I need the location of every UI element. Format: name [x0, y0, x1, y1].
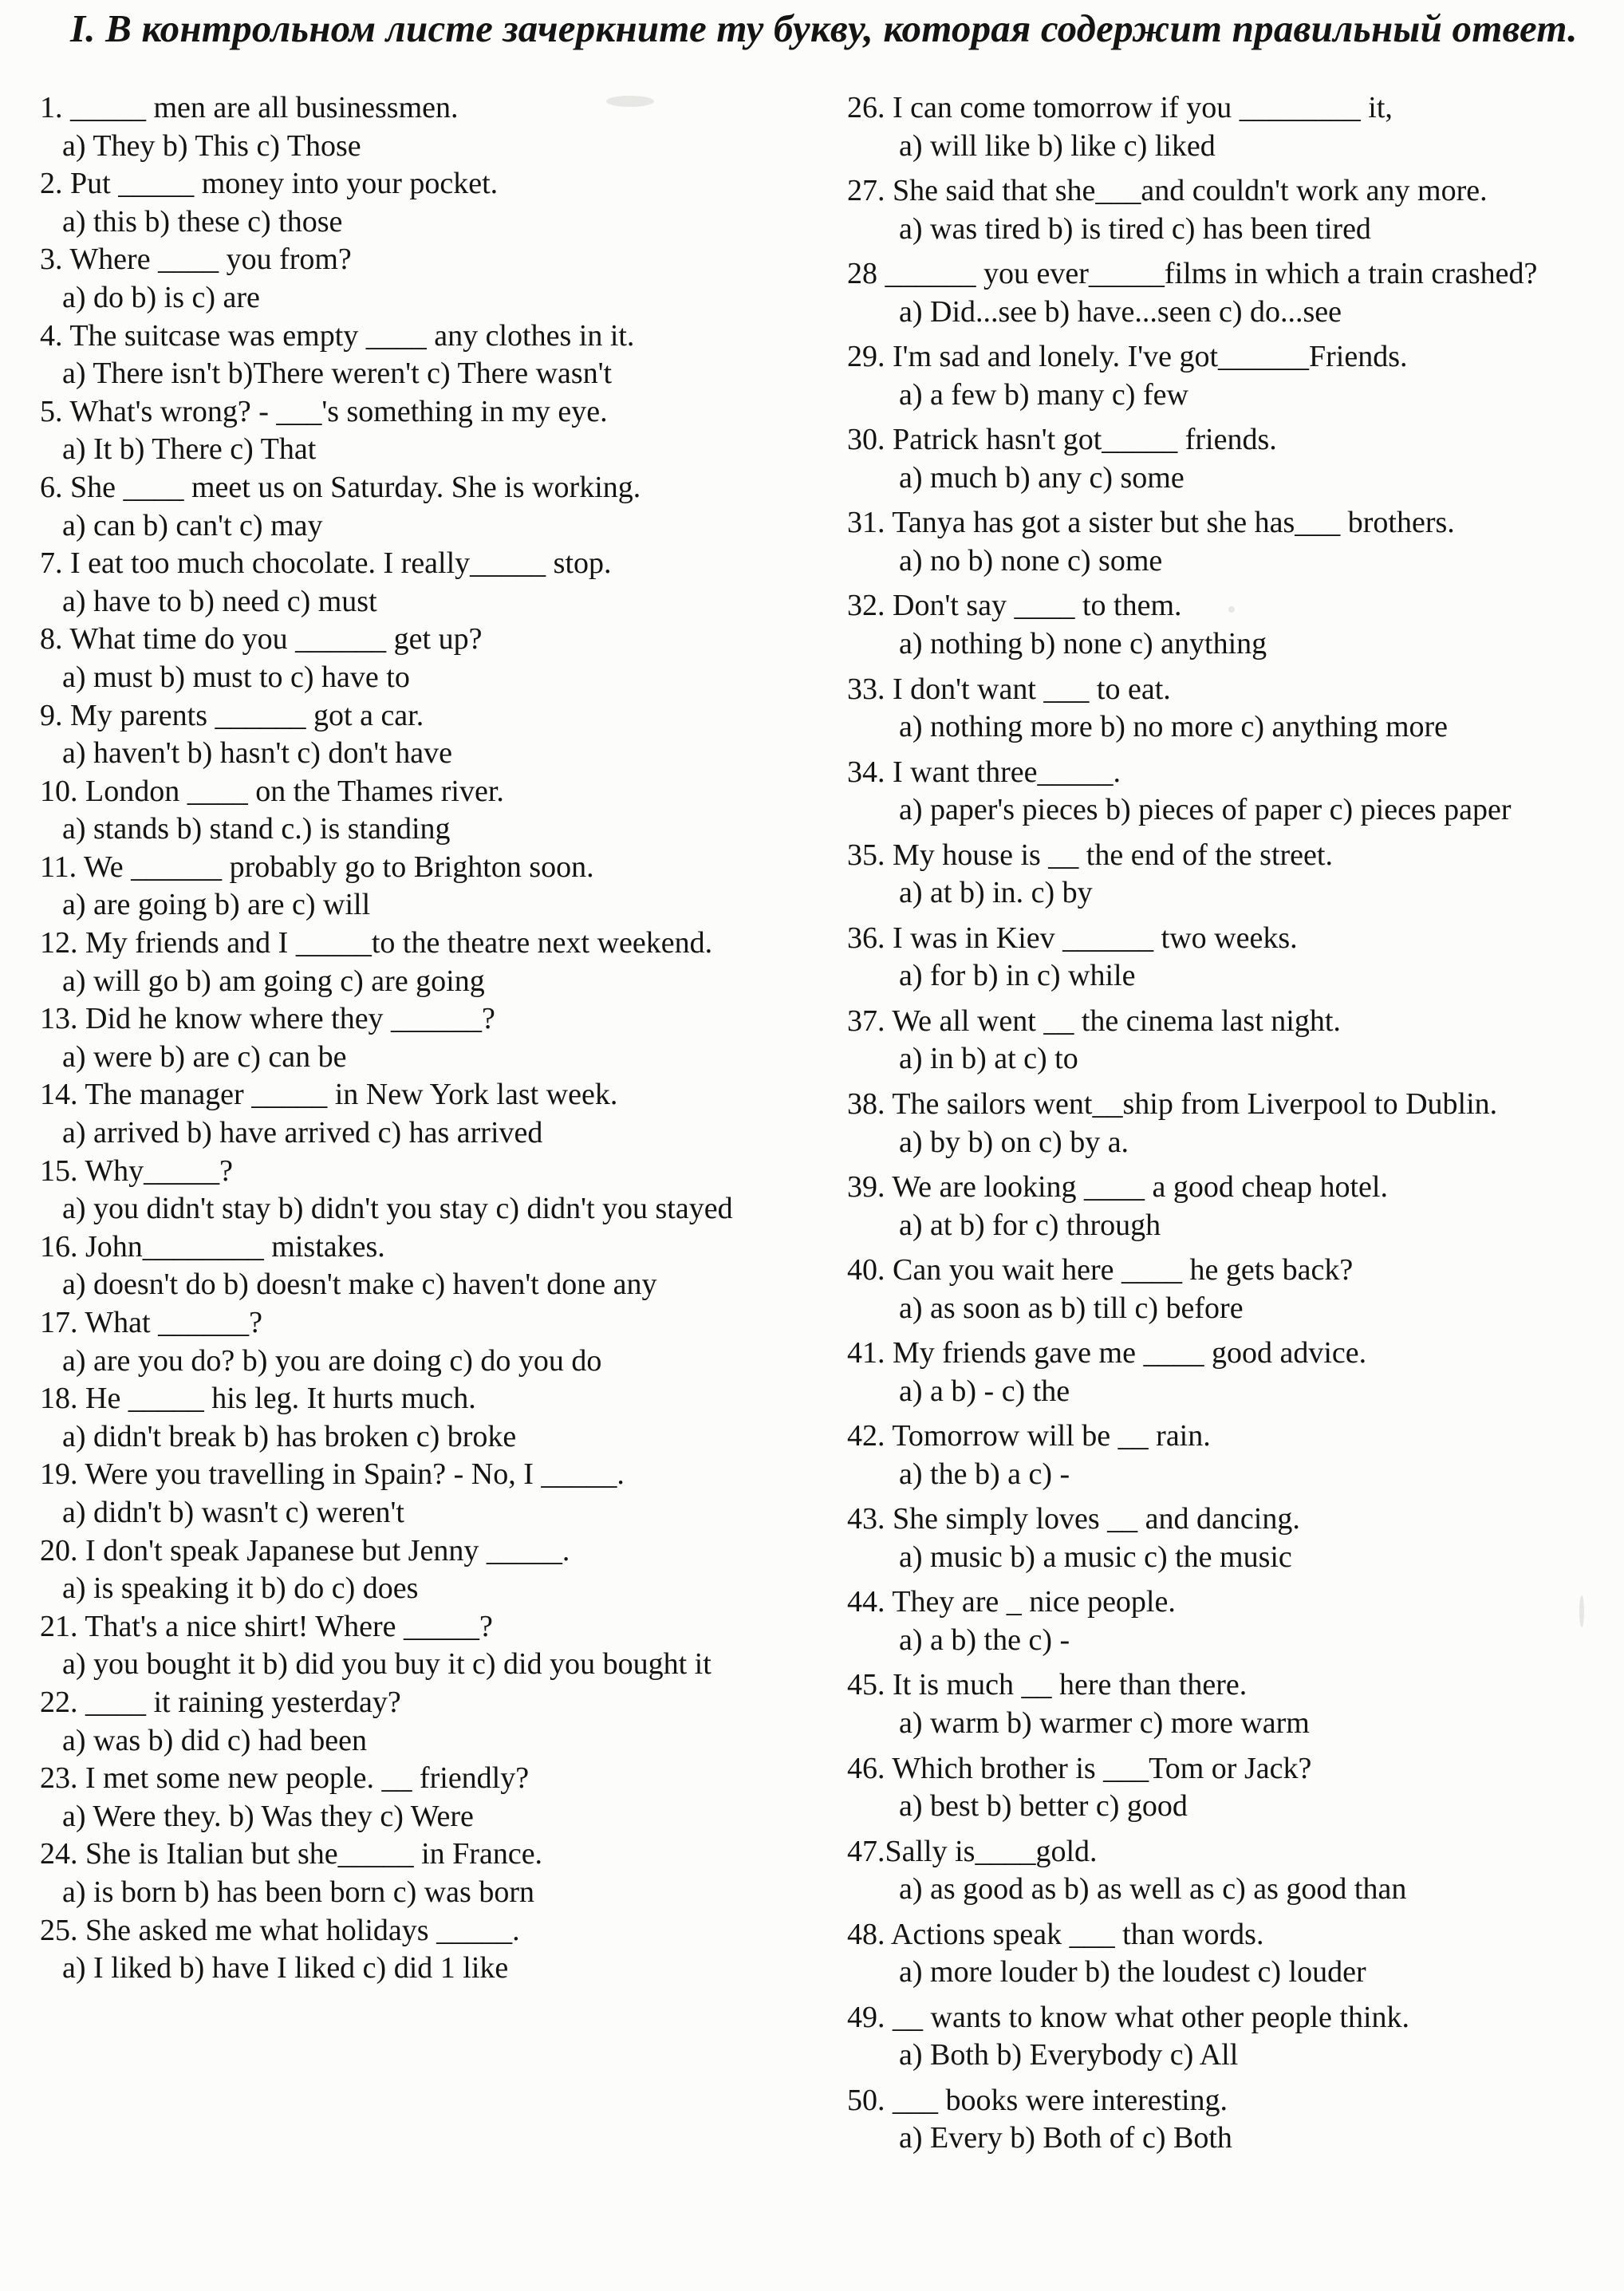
- question-stem: 25. She asked me what holidays _____.: [40, 1913, 520, 1947]
- question-stem: 47.Sally is____gold.: [847, 1834, 1098, 1868]
- question-item: [40, 89, 838, 165]
- question-stem: 44. They are _ nice people.: [847, 1585, 1176, 1619]
- question-stem: 10. London ____ on the Thames river.: [40, 774, 504, 808]
- answer-options[interactable]: a) nothing b) none c) anything: [899, 627, 1267, 661]
- answer-options[interactable]: a) stands b) stand c.) is standing: [62, 812, 451, 846]
- question-item: [40, 1608, 838, 1684]
- question-item: [847, 1583, 1605, 1659]
- answer-options[interactable]: a) were b) are c) can be: [62, 1039, 347, 1074]
- question-item: [40, 1228, 838, 1304]
- question-item: [847, 338, 1605, 414]
- question-item: [40, 925, 838, 1000]
- question-item: [40, 469, 838, 545]
- question-item: [40, 1304, 838, 1380]
- question-stem: 28 ______ you ever_____films in which a train crashed?: [847, 257, 1538, 291]
- answer-options[interactable]: a) Did...see b) have...seen c) do...see: [899, 294, 1342, 329]
- question-item: [40, 621, 838, 696]
- question-item: [847, 1086, 1605, 1161]
- answer-options[interactable]: a) paper's pieces b) pieces of paper c) pieces paper: [899, 793, 1512, 827]
- question-item: [847, 255, 1605, 331]
- answer-options[interactable]: a) warm b) warmer c) more warm: [899, 1706, 1310, 1741]
- question-stem: 27. She said that she___and couldn't work any more.: [847, 174, 1488, 208]
- answer-options[interactable]: a) a few b) many c) few: [899, 377, 1188, 412]
- scan-speck: [1579, 1595, 1584, 1627]
- question-item: [847, 89, 1605, 165]
- question-stem: 42. Tomorrow will be __ rain.: [847, 1419, 1211, 1453]
- answer-options[interactable]: a) There isn't b)There weren't c) There wasn't: [62, 357, 613, 391]
- question-item: [40, 1456, 838, 1532]
- question-item: [40, 165, 838, 241]
- question-stem: 45. It is much __ here than there.: [847, 1668, 1248, 1702]
- question-stem: 22. ____ it raining yesterday?: [40, 1685, 401, 1719]
- answer-options[interactable]: a) Every b) Both of c) Both: [899, 2121, 1232, 2155]
- question-stem: 46. Which brother is ___Tom or Jack?: [847, 1751, 1312, 1785]
- answer-options[interactable]: a) I liked b) have I liked c) did 1 like: [62, 1951, 509, 1985]
- right-question-column: [847, 89, 1605, 2165]
- question-stem: 9. My parents ______ got a car.: [40, 698, 424, 732]
- question-stem: 38. The sailors went__ship from Liverpool to Dublin.: [847, 1086, 1498, 1121]
- question-stem: 36. I was in Kiev ______ two weeks.: [847, 921, 1298, 955]
- question-stem: 19. Were you travelling in Spain? - No, I _____.: [40, 1457, 625, 1492]
- question-stem: 40. Can you wait here ____ he gets back?: [847, 1253, 1354, 1287]
- question-item: [40, 773, 838, 849]
- answer-options[interactable]: a) no b) none c) some: [899, 543, 1163, 578]
- question-stem: 17. What ______?: [40, 1306, 262, 1339]
- answer-options[interactable]: a) the b) a c) -: [899, 1457, 1070, 1491]
- question-item: [847, 2082, 1605, 2158]
- answer-options[interactable]: a) music b) a music c) the music: [899, 1540, 1292, 1574]
- question-stem: 8. What time do you ______ get up?: [40, 622, 483, 657]
- question-stem: 2. Put _____ money into your pocket.: [40, 167, 499, 201]
- question-item: [847, 837, 1605, 913]
- answer-options[interactable]: a) will like b) like c) liked: [899, 128, 1216, 163]
- answer-options[interactable]: a) a b) - c) the: [899, 1374, 1070, 1408]
- question-stem: 49. __ wants to know what other people think.: [847, 2000, 1410, 2034]
- answer-options[interactable]: a) a b) the c) -: [899, 1623, 1070, 1657]
- question-stem: 11. We ______ probably go to Brighton soon.: [40, 850, 594, 884]
- question-item: [847, 1003, 1605, 1078]
- question-stem: 15. Why_____?: [40, 1153, 234, 1188]
- question-item: [40, 849, 838, 925]
- question-item: [40, 1532, 838, 1608]
- question-stem: 26. I can come tomorrow if you ________ it,: [847, 91, 1393, 124]
- answer-options[interactable]: a) is born b) has been born c) was born: [62, 1875, 534, 1909]
- question-stem: 30. Patrick hasn't got_____ friends.: [847, 423, 1277, 457]
- answer-options[interactable]: a) nothing more b) no more c) anything more: [899, 710, 1449, 744]
- question-stem: 20. I don't speak Japanese but Jenny _____.: [40, 1533, 570, 1567]
- answer-options[interactable]: a) for b) in c) while: [899, 959, 1136, 993]
- question-stem: 23. I met some new people. __ friendly?: [40, 1761, 530, 1796]
- answer-options[interactable]: a) have to b) need c) must: [62, 584, 377, 618]
- answer-options[interactable]: a) was b) did c) had been: [62, 1723, 367, 1757]
- question-stem: 29. I'm sad and lonely. I've got______Friends.: [847, 340, 1408, 374]
- question-item: [847, 671, 1605, 747]
- answer-options[interactable]: a) didn't break b) has broken c) broke: [62, 1419, 517, 1453]
- question-item: [40, 1380, 838, 1456]
- answer-options[interactable]: a) best b) better c) good: [899, 1789, 1188, 1824]
- left-question-column: [40, 89, 838, 1988]
- answer-options[interactable]: a) can b) can't c) may: [62, 508, 323, 542]
- answer-options[interactable]: a) in b) at c) to: [899, 1042, 1078, 1076]
- answer-options[interactable]: a) will go b) am going c) are going: [62, 964, 485, 998]
- question-stem: 43. She simply loves __ and dancing.: [847, 1502, 1300, 1536]
- question-stem: 4. The suitcase was empty ____ any clothes in it.: [40, 318, 635, 353]
- question-item: [847, 1335, 1605, 1410]
- answer-options[interactable]: a) Both b) Everybody c) All: [899, 2038, 1239, 2072]
- answer-options[interactable]: a) haven't b) hasn't c) don't have: [62, 736, 453, 771]
- question-item: [40, 1836, 838, 1911]
- scan-speck: [606, 96, 654, 107]
- question-item: [40, 1076, 838, 1152]
- answer-options[interactable]: a) Were they. b) Was they c) Were: [62, 1799, 474, 1833]
- question-stem: 33. I don't want ___ to eat.: [847, 672, 1171, 706]
- answer-options[interactable]: a) do b) is c) are: [62, 280, 260, 314]
- question-item: [847, 1750, 1605, 1826]
- answer-options[interactable]: a) you didn't stay b) didn't you stay c) didn't you stayed: [62, 1192, 733, 1226]
- question-stem: 48. Actions speak ___ than words.: [847, 1917, 1264, 1951]
- question-stem: 7. I eat too much chocolate. I really_____ stop.: [40, 546, 612, 581]
- question-item: [40, 393, 838, 469]
- question-item: [40, 1000, 838, 1076]
- answer-options[interactable]: a) as good as b) as well as c) as good than: [899, 1872, 1407, 1907]
- question-item: [847, 1252, 1605, 1327]
- answer-options[interactable]: a) They b) This c) Those: [62, 128, 361, 163]
- question-stem: 21. That's a nice shirt! Where _____?: [40, 1609, 493, 1643]
- answer-options[interactable]: a) are going b) are c) will: [62, 888, 371, 922]
- question-item: [847, 421, 1605, 497]
- question-stem: 13. Did he know where they ______?: [40, 1002, 495, 1036]
- question-item: [847, 587, 1605, 663]
- answer-options[interactable]: a) was tired b) is tired c) has been tired: [899, 211, 1371, 246]
- question-stem: 14. The manager _____ in New York last week.: [40, 1078, 618, 1112]
- question-item: [847, 1418, 1605, 1493]
- question-item: [847, 920, 1605, 996]
- question-item: [40, 241, 838, 317]
- question-stem: 39. We are looking ____ a good cheap hotel.: [847, 1170, 1388, 1205]
- question-item: [40, 1684, 838, 1760]
- question-item: [847, 1833, 1605, 1909]
- page-title: I. В контрольном листе зачеркните ту букву, которая содержит правильный ответ.: [70, 6, 1578, 50]
- question-item: [847, 504, 1605, 580]
- answer-options[interactable]: a) at b) in. c) by: [899, 876, 1093, 910]
- question-stem: 37. We all went __ the cinema last night.: [847, 1004, 1341, 1038]
- question-stem: 16. John________ mistakes.: [40, 1229, 385, 1264]
- answer-options[interactable]: a) doesn't do b) doesn't make c) haven't done any: [62, 1268, 657, 1302]
- question-item: [847, 172, 1605, 248]
- question-item: [847, 1999, 1605, 2075]
- question-stem: 24. She is Italian but she_____ in France.: [40, 1837, 543, 1871]
- answer-options[interactable]: a) much b) any c) some: [899, 460, 1184, 495]
- answer-options[interactable]: a) by b) on c) by a.: [899, 1125, 1129, 1159]
- question-item: [847, 1916, 1605, 1992]
- question-stem: 5. What's wrong? - ___'s something in my eye.: [40, 394, 608, 428]
- question-stem: 3. Where ____ you from?: [40, 243, 352, 277]
- answer-options[interactable]: a) didn't b) wasn't c) weren't: [62, 1495, 404, 1529]
- question-stem: 12. My friends and I _____to the theatre next weekend.: [40, 926, 713, 960]
- question-item: [40, 545, 838, 621]
- question-item: [847, 1169, 1605, 1244]
- question-item: [847, 1666, 1605, 1742]
- question-stem: 18. He _____ his leg. It hurts much.: [40, 1382, 476, 1416]
- question-item: [40, 1912, 838, 1988]
- question-item: [40, 317, 838, 393]
- question-item: [847, 754, 1605, 830]
- answer-options[interactable]: a) at b) for c) through: [899, 1208, 1161, 1242]
- question-stem: 41. My friends gave me ____ good advice.: [847, 1336, 1367, 1370]
- question-stem: 35. My house is __ the end of the street.: [847, 838, 1333, 872]
- question-item: [847, 1500, 1605, 1576]
- answer-options[interactable]: a) is speaking it b) do c) does: [62, 1571, 419, 1606]
- question-stem: 32. Don't say ____ to them.: [847, 589, 1182, 623]
- answer-options[interactable]: a) must b) must to c) have to: [62, 660, 410, 694]
- question-stem: 1. _____ men are all businessmen.: [40, 91, 459, 124]
- answer-options[interactable]: a) you bought it b) did you buy it c) did you bought it: [62, 1647, 711, 1682]
- question-item: [40, 1760, 838, 1836]
- question-stem: 31. Tanya has got a sister but she has___ brothers.: [847, 506, 1455, 540]
- question-item: [40, 1153, 838, 1228]
- answer-options[interactable]: a) It b) There c) That: [62, 432, 317, 467]
- answer-options[interactable]: a) more louder b) the loudest c) louder: [899, 1955, 1366, 1989]
- answer-options[interactable]: a) arrived b) have arrived c) has arrived: [62, 1116, 543, 1150]
- question-stem: 6. She ____ meet us on Saturday. She is working.: [40, 470, 641, 504]
- answer-options[interactable]: a) are you do? b) you are doing c) do you do: [62, 1343, 602, 1378]
- question-stem: 34. I want three_____.: [847, 755, 1121, 789]
- answer-options[interactable]: a) this b) these c) those: [62, 204, 343, 239]
- answer-options[interactable]: a) as soon as b) till c) before: [899, 1291, 1244, 1325]
- question-item: [40, 697, 838, 773]
- scan-speck: [1228, 606, 1235, 613]
- question-stem: 50. ___ books were interesting.: [847, 2083, 1228, 2117]
